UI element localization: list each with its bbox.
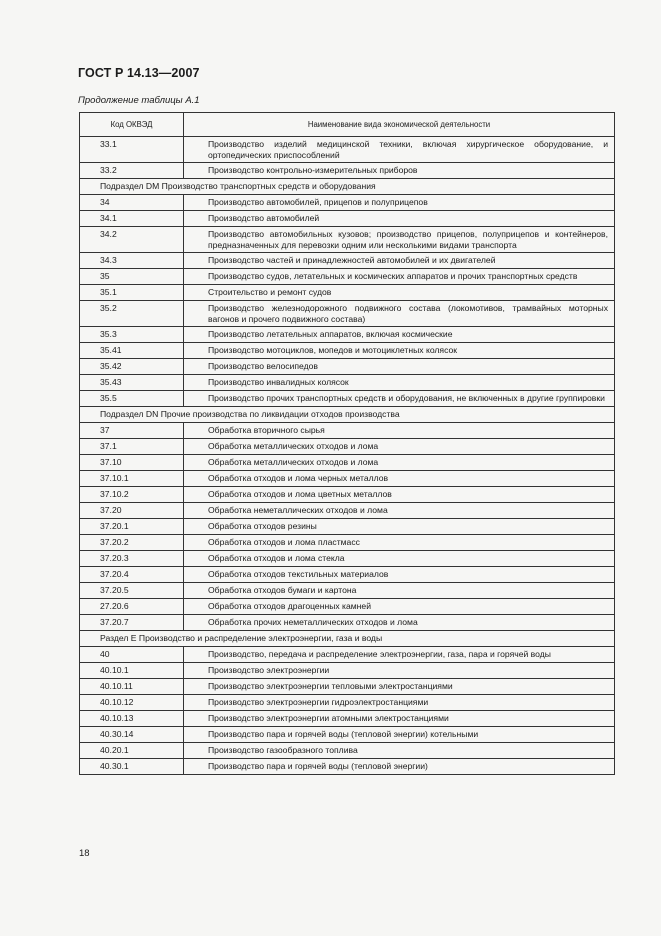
table-row: [80, 615, 615, 631]
activity-name-cell: Производство электроэнергии атомными электростанциями: [184, 711, 615, 727]
table-row: [80, 695, 615, 711]
table-row: [80, 535, 615, 551]
okved-code-cell: 37.20.1: [80, 519, 184, 535]
okved-code-cell: 34.1: [80, 211, 184, 227]
okved-code-cell: 35.2: [80, 301, 184, 327]
activity-name-cell: Обработка неметаллических отходов и лома: [184, 503, 615, 519]
activity-name-cell: Обработка отходов текстильных материалов: [184, 567, 615, 583]
table-header-row: [80, 113, 615, 137]
column-header-name: Наименование вида экономической деятельности: [184, 113, 615, 137]
activity-name-cell: Производство контрольно-измерительных приборов: [184, 163, 615, 179]
activity-name-cell: Обработка отходов и лома пластмасс: [184, 535, 615, 551]
activity-name-cell: Производство электроэнергии гидроэлектростанциями: [184, 695, 615, 711]
activity-name-cell: Производство автомобильных кузовов; производство прицепов, полуприцепов и контейнеров, предназначенных для перевозки одним или несколькими видами транспорта: [184, 227, 615, 253]
okved-code-cell: 37: [80, 423, 184, 439]
okved-code-cell: 35.41: [80, 343, 184, 359]
table-row: [80, 195, 615, 211]
okved-code-cell: 33.2: [80, 163, 184, 179]
table-row: [80, 391, 615, 407]
table-row: [80, 423, 615, 439]
okved-code-cell: 27.20.6: [80, 599, 184, 615]
table-row: [80, 455, 615, 471]
activity-name-cell: Производство мотоциклов, мопедов и мотоциклетных колясок: [184, 343, 615, 359]
section-row: [80, 407, 615, 423]
table-row: [80, 551, 615, 567]
activity-name-cell: Производство инвалидных колясок: [184, 375, 615, 391]
table-row: [80, 519, 615, 535]
table-row: [80, 711, 615, 727]
activity-name-cell: Производство пара и горячей воды (тепловой энергии): [184, 759, 615, 775]
activity-name-cell: Производство изделий медицинской техники, включая хирургическое оборудование, и ортопедических приспособлений: [184, 137, 615, 163]
table-row: [80, 137, 615, 163]
okved-code-cell: 40.10.12: [80, 695, 184, 711]
section-heading: Раздел E Производство и распределение электроэнергии, газа и воды: [80, 631, 615, 647]
activity-name-cell: Строительство и ремонт судов: [184, 285, 615, 301]
table-row: [80, 567, 615, 583]
activity-name-cell: Обработка отходов и лома черных металлов: [184, 471, 615, 487]
okved-code-cell: 37.20.4: [80, 567, 184, 583]
table-row: [80, 487, 615, 503]
activity-name-cell: Производство пара и горячей воды (тепловой энергии) котельными: [184, 727, 615, 743]
activity-name-cell: Производство автомобилей, прицепов и полуприцепов: [184, 195, 615, 211]
okved-code-cell: 40.30.14: [80, 727, 184, 743]
activity-name-cell: Производство электроэнергии: [184, 663, 615, 679]
activity-name-cell: Производство железнодорожного подвижного состава (локомотивов, трамвайных моторных вагонов и прочего подвижного состава): [184, 301, 615, 327]
table-row: [80, 727, 615, 743]
table-row: [80, 599, 615, 615]
activity-name-cell: Производство, передача и распределение электроэнергии, газа, пара и горячей воды: [184, 647, 615, 663]
table-row: [80, 759, 615, 775]
table-row: [80, 583, 615, 599]
section-row: [80, 179, 615, 195]
okved-code-cell: 40.20.1: [80, 743, 184, 759]
column-header-code: Код ОКВЭД: [80, 113, 184, 137]
okved-code-cell: 37.10.2: [80, 487, 184, 503]
okved-code-cell: 35.1: [80, 285, 184, 301]
section-heading: Подраздел DN Прочие производства по ликвидации отходов производства: [80, 407, 615, 423]
okved-code-cell: 37.1: [80, 439, 184, 455]
table-row: [80, 301, 615, 327]
table-row: [80, 679, 615, 695]
okved-code-cell: 34: [80, 195, 184, 211]
okved-code-cell: 37.10.1: [80, 471, 184, 487]
table-row: [80, 343, 615, 359]
okved-code-cell: 40.10.13: [80, 711, 184, 727]
table-row: [80, 375, 615, 391]
table-row: [80, 503, 615, 519]
okved-code-cell: 37.20: [80, 503, 184, 519]
section-row: [80, 631, 615, 647]
table-row: [80, 439, 615, 455]
okved-code-cell: 37.20.5: [80, 583, 184, 599]
okved-code-cell: 40: [80, 647, 184, 663]
okved-code-cell: 37.20.7: [80, 615, 184, 631]
okved-table: [79, 112, 615, 775]
table-row: [80, 269, 615, 285]
okved-code-cell: 34.2: [80, 227, 184, 253]
table-row: [80, 211, 615, 227]
okved-code-cell: 40.10.1: [80, 663, 184, 679]
activity-name-cell: Обработка прочих неметаллических отходов и лома: [184, 615, 615, 631]
okved-code-cell: 37.20.2: [80, 535, 184, 551]
table-row: [80, 285, 615, 301]
table-row: [80, 327, 615, 343]
okved-code-cell: 34.3: [80, 253, 184, 269]
okved-code-cell: 33.1: [80, 137, 184, 163]
document-title: ГОСТ Р 14.13—2007: [78, 66, 200, 80]
okved-code-cell: 35.42: [80, 359, 184, 375]
table-row: [80, 253, 615, 269]
okved-code-cell: 35.3: [80, 327, 184, 343]
okved-code-cell: 35.5: [80, 391, 184, 407]
activity-name-cell: Производство прочих транспортных средств и оборудования, не включенных в другие группировки: [184, 391, 615, 407]
page-number: 18: [79, 848, 90, 859]
okved-code-cell: 35.43: [80, 375, 184, 391]
activity-name-cell: Производство частей и принадлежностей автомобилей и их двигателей: [184, 253, 615, 269]
activity-name-cell: Производство судов, летательных и космических аппаратов и прочих транспортных средств: [184, 269, 615, 285]
activity-name-cell: Производство автомобилей: [184, 211, 615, 227]
activity-name-cell: Производство газообразного топлива: [184, 743, 615, 759]
table-row: [80, 163, 615, 179]
table-row: [80, 471, 615, 487]
okved-code-cell: 40.30.1: [80, 759, 184, 775]
activity-name-cell: Обработка отходов и лома стекла: [184, 551, 615, 567]
activity-name-cell: Обработка отходов драгоценных камней: [184, 599, 615, 615]
table-row: [80, 227, 615, 253]
okved-code-cell: 37.10: [80, 455, 184, 471]
table-row: [80, 743, 615, 759]
activity-name-cell: Обработка металлических отходов и лома: [184, 455, 615, 471]
okved-code-cell: 40.10.11: [80, 679, 184, 695]
table-caption: Продолжение таблицы А.1: [78, 95, 200, 106]
okved-code-cell: 35: [80, 269, 184, 285]
activity-name-cell: Обработка металлических отходов и лома: [184, 439, 615, 455]
activity-name-cell: Обработка отходов резины: [184, 519, 615, 535]
table-row: [80, 647, 615, 663]
activity-name-cell: Обработка вторичного сырья: [184, 423, 615, 439]
section-heading: Подраздел DM Производство транспортных средств и оборудования: [80, 179, 615, 195]
activity-name-cell: Производство электроэнергии тепловыми электростанциями: [184, 679, 615, 695]
table-row: [80, 663, 615, 679]
activity-name-cell: Производство летательных аппаратов, включая космические: [184, 327, 615, 343]
okved-code-cell: 37.20.3: [80, 551, 184, 567]
activity-name-cell: Обработка отходов и лома цветных металлов: [184, 487, 615, 503]
table-body: [80, 137, 615, 775]
activity-name-cell: Производство велосипедов: [184, 359, 615, 375]
activity-name-cell: Обработка отходов бумаги и картона: [184, 583, 615, 599]
table-row: [80, 359, 615, 375]
